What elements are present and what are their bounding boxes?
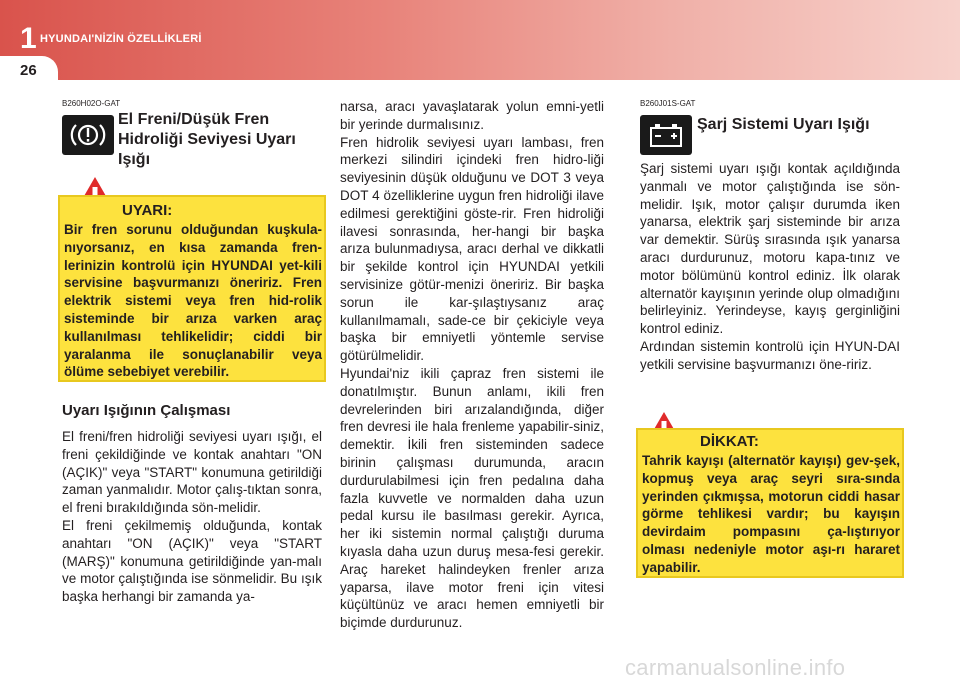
caution-heading: DİKKAT: <box>700 433 759 450</box>
warning-heading: UYARI: <box>122 202 173 219</box>
chapter-title: HYUNDAI'NİZİN ÖZELLİKLERİ <box>40 33 202 45</box>
body-text-col2: narsa, aracı yavaşlatarak yolun emni-yetli bir yerinde durmalısınız. Fren hidrolik seviyesi uyarı lambası, fren merkezi silindiri içindeki fren hidro-liği seviyesinin düşük olduğunu ve DOT 3 veya DOT 4 özelliklerine uygun fren hidroliği ilave edilmesi gerektiğini göste-rir. Fren hidroliği ilavesi sonrasında, her-hangi bir başka arıza bulunmadıysa, aracı derhal ve dikkatli bir şekilde kontrol için HYUNDAI yetkili servisinize götür-menizi öneririz. Bir başka sorun ile kar-şılaştıysanız araç kullanılmamalı, sade-ce bir çekiciyle veya başka bir emniyetli yöntemle servise götürülmelidir. Hyundai'niz ikili çapraz fren sistemi ile donatılmıştır. Bunun anlamı, ikili fren devrelerinden biri arızalandığında, diğer fren devresi ile hala frenleme yapabilir-siniz, demektir. İkili fren sisteminden sadece birinin çalışması durumunda, aracın durdurulabilmesi için fren pedalına daha fazla kuvvetle ve normalden daha uzun pedal kursu ile basılması gerekir. Ayrıca, her iki sistemin normal çalıştığı duruma kıyasla daha uzun duruş mesa-fesi gerekir. Araç hareket halindeyken frenler arıza yaparsa, ilave motor freni için vitesi küçültünüz ve aracı hemen emniyetli bir biçimde durdurunuz. <box>340 99 604 631</box>
section-title-charging: Şarj Sistemi Uyarı Işığı <box>697 116 870 133</box>
page-number: 26 <box>20 62 37 79</box>
body-text-col1: El freni/fren hidroliği seviyesi uyarı ışığı, el freni çekildiğinde ve kontak anahtarı "ON (AÇIK)" veya "START" konumuna getirildiği zaman yanmalıdır. Motor çalış-tıktan sonra, el freni bırakıldığında sön-melidir. El freni çekilmemiş olduğunda, kontak anahtarı "ON (AÇIK)" veya "START (MARŞ)" konumuna getirildiğinde yan-malı ve motor çalıştığında ise sönmelidir. Bu ışık başka herhangi bir zamanda ya- <box>62 429 322 605</box>
warning-text: Bir fren sorunu olduğundan kuşkula-nıyorsanız, en kısa zamanda fren-lerinizin kontrolü için HYUNDAI yet-kili servisine başvurmanızı öneririz. Fren elektrik sistemi veya fren hid-rolik sisteminde bir arıza varken araç kullanılması tehlikelidir; ciddi bir yaralanma ile sonuçlanabilir veya ölüme sebebiyet verebilir. <box>64 222 322 380</box>
page-header <box>0 0 960 82</box>
chapter-number: 1 <box>20 22 37 55</box>
section-code: B260H02O-GAT <box>62 99 121 108</box>
brake-warning-icon <box>62 115 114 155</box>
body-text-col3: Şarj sistemi uyarı ışığı kontak açıldığında yanmalı ve motor çalıştığında ise sön-melidir. Işık, motor çalışır durumda iken yanarsa, elektrik şarj sisteminde bir arıza var demektir. Sürüş sırasında ışık yanarsa aracı durdurunuz, motoru kapa-tınız ve motor bölümünü kontrol ediniz. İlk olarak alternatör kayışının yerinde olup olmadığını belirleyiniz. Yerindeyse, kayış gerginliğini kontrol ediniz. Ardından sistemin kontrolü için HYUN-DAI yetkili servisine başvurmanızı öne-ririz. <box>640 161 900 372</box>
watermark: carmanualsonline.info <box>625 655 846 680</box>
battery-icon <box>640 115 692 155</box>
warning-box <box>58 195 326 382</box>
section-title-brake: El Freni/Düşük Fren Hidroliği Seviyesi Uyarı Işığı <box>118 111 296 168</box>
caution-box <box>636 428 904 578</box>
section-code: B260J01S-GAT <box>640 99 696 108</box>
caution-text: Tahrik kayışı (alternatör kayışı) gev-şek, kopmuş veya araç seyri sıra-sında yerinden çıkmışsa, motorun ciddi hasar görme tehlikesi vardır; bu kayışın devirdaim pompasını ça-lıştırıyor olması nedeniyle motor aşı-rı hararet yapabilir. <box>642 453 900 575</box>
subheading-operation: Uyarı Işığının Çalışması <box>62 402 231 419</box>
